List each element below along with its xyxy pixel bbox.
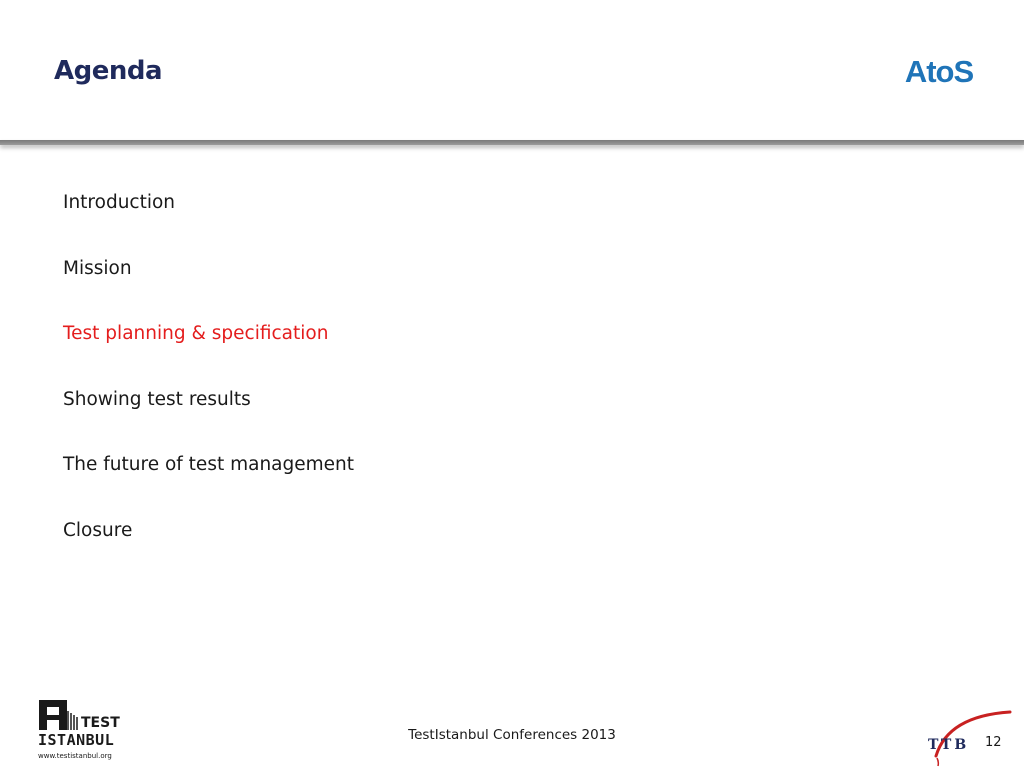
agenda-item-test-planning: Test planning & specification: [63, 323, 329, 345]
agenda-item-closure: Closure: [63, 519, 133, 541]
ttb-logo-text: TTB: [928, 737, 970, 753]
page-number: 12: [985, 735, 1002, 750]
agenda-item-mission: Mission: [63, 257, 132, 279]
agenda-list: [63, 190, 354, 584]
test-istanbul-logo-istanbul: ISTANBUL: [38, 731, 115, 749]
test-istanbul-logo-url: www.testistanbul.org: [38, 752, 112, 760]
agenda-item-introduction: Introduction: [63, 192, 176, 213]
test-istanbul-logo-test: TEST: [81, 715, 120, 731]
footer-text: [0, 727, 1024, 743]
ttb-logo: [926, 708, 1018, 768]
atos-logo-text: AtoS: [904, 54, 974, 89]
header-divider: [0, 140, 1024, 145]
slide-title: Agenda: [54, 56, 163, 86]
atos-logo: [898, 52, 980, 90]
agenda-item-future-test-management: The future of test management: [63, 454, 355, 476]
footer-conference-text: TestIstanbul Conferences 2013: [408, 727, 616, 743]
slide-header: [0, 0, 1024, 140]
agenda-item-showing-test-results: Showing test results: [63, 388, 251, 410]
